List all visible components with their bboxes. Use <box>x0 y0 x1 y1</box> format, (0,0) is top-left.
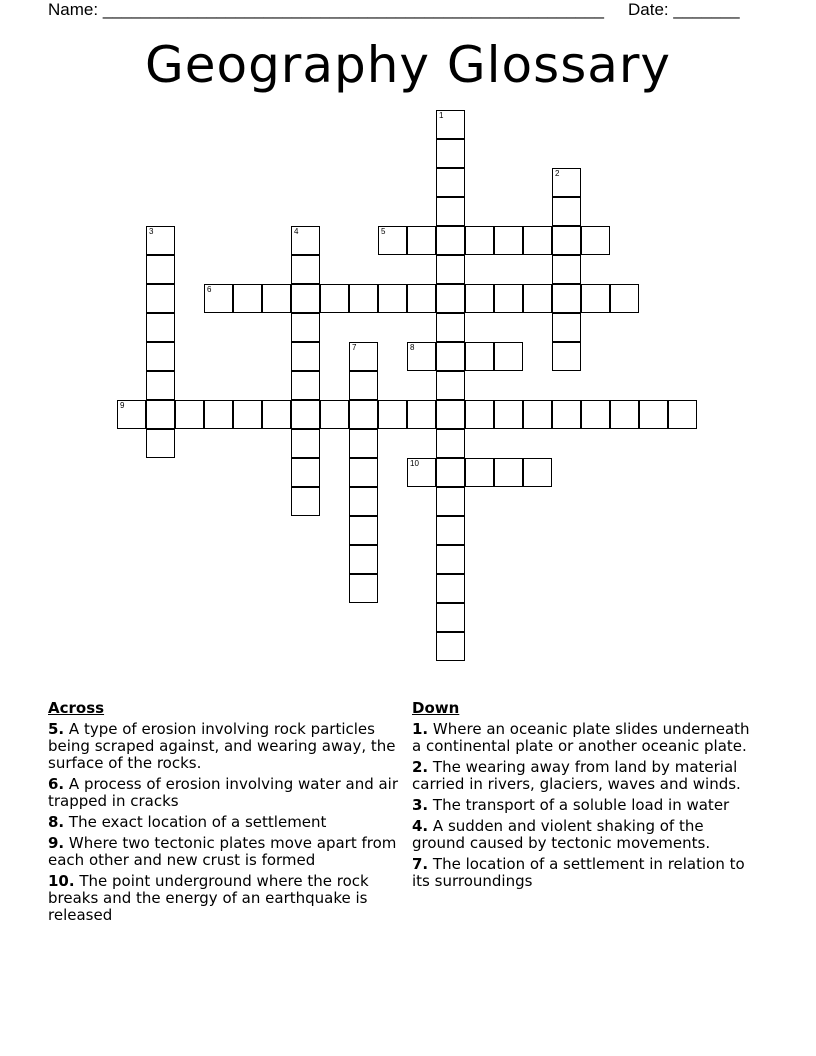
grid-cell[interactable] <box>349 458 378 487</box>
cell-number: 8 <box>410 343 415 352</box>
grid-cell[interactable] <box>146 226 175 255</box>
grid-cell[interactable] <box>436 342 465 371</box>
clue-text: The location of a settlement in relation to its surroundings <box>412 855 745 890</box>
name-label: Name: <box>48 0 99 19</box>
grid-cell[interactable] <box>436 458 465 487</box>
grid-cell[interactable] <box>291 487 320 516</box>
grid-cell[interactable] <box>436 632 465 661</box>
grid-cell[interactable] <box>494 458 523 487</box>
clue-text: A type of erosion involving rock particles being scraped against, and wearing away, the surface of the rocks. <box>48 720 396 772</box>
grid-cell[interactable] <box>552 168 581 197</box>
grid-cell[interactable] <box>291 429 320 458</box>
grid-cell[interactable] <box>291 371 320 400</box>
clue-text: Where an oceanic plate slides underneath a continental plate or another oceanic plate. <box>412 720 750 755</box>
grid-cell[interactable] <box>349 487 378 516</box>
clue-text: The point underground where the rock breaks and the energy of an earthquake is released <box>48 872 369 924</box>
grid-cell[interactable] <box>291 284 320 313</box>
grid-cell[interactable] <box>349 342 378 371</box>
date-blank[interactable]: _______ <box>673 0 740 19</box>
grid-cell[interactable] <box>146 371 175 400</box>
down-heading: Down <box>412 699 460 717</box>
grid-cell[interactable] <box>291 458 320 487</box>
page-title: Geography Glossary <box>144 36 672 94</box>
cell-number: 4 <box>294 227 299 236</box>
grid-cell[interactable] <box>146 284 175 313</box>
grid-cell[interactable] <box>552 342 581 371</box>
grid-cell[interactable] <box>465 342 494 371</box>
grid-cell[interactable] <box>436 545 465 574</box>
clue-text: The transport of a soluble load in water <box>432 796 730 814</box>
grid-cell[interactable] <box>233 284 262 313</box>
grid-cell[interactable] <box>349 516 378 545</box>
grid-cell[interactable] <box>291 313 320 342</box>
grid-cell[interactable] <box>436 139 465 168</box>
date-label: Date: <box>628 0 669 19</box>
cell-number: 3 <box>149 227 154 236</box>
grid-cell[interactable] <box>465 226 494 255</box>
grid-cell[interactable] <box>436 168 465 197</box>
name-blank[interactable]: _____________________________________________________ <box>102 0 604 19</box>
grid-cell[interactable] <box>320 284 349 313</box>
grid-cell[interactable] <box>552 226 581 255</box>
clue-down-3 <box>412 797 752 814</box>
grid-cell[interactable] <box>146 429 175 458</box>
clue-number: 8. <box>48 813 65 831</box>
grid-cell[interactable] <box>523 400 552 429</box>
clue-down-7 <box>412 856 752 890</box>
grid-cell[interactable] <box>407 284 436 313</box>
clue-across-10 <box>48 873 400 924</box>
grid-cell[interactable] <box>436 400 465 429</box>
grid-cell[interactable] <box>233 400 262 429</box>
grid-cell[interactable] <box>436 110 465 139</box>
grid-cell[interactable] <box>436 487 465 516</box>
cell-number: 1 <box>439 111 444 120</box>
across-clues <box>48 700 400 928</box>
grid-cell[interactable] <box>494 342 523 371</box>
grid-cell[interactable] <box>552 284 581 313</box>
clue-across-6 <box>48 776 400 810</box>
grid-cell[interactable] <box>639 400 668 429</box>
grid-cell[interactable] <box>407 400 436 429</box>
grid-cell[interactable] <box>581 400 610 429</box>
grid-cell[interactable] <box>523 226 552 255</box>
clue-across-8 <box>48 814 400 831</box>
grid-cell[interactable] <box>146 255 175 284</box>
cell-number: 5 <box>381 227 386 236</box>
clue-number: 2. <box>412 758 429 776</box>
clue-text: A process of erosion involving water and air trapped in cracks <box>48 775 399 810</box>
grid-cell[interactable] <box>407 226 436 255</box>
grid-cell[interactable] <box>349 574 378 603</box>
grid-cell[interactable] <box>262 400 291 429</box>
grid-cell[interactable] <box>436 516 465 545</box>
clue-number: 4. <box>412 817 429 835</box>
grid-cell[interactable] <box>581 284 610 313</box>
grid-cell[interactable] <box>436 371 465 400</box>
grid-cell[interactable] <box>175 400 204 429</box>
grid-cell[interactable] <box>204 284 233 313</box>
cell-number: 2 <box>555 169 560 178</box>
grid-cell[interactable] <box>378 284 407 313</box>
grid-cell[interactable] <box>320 400 349 429</box>
grid-cell[interactable] <box>349 429 378 458</box>
grid-cell[interactable] <box>349 545 378 574</box>
clue-number: 1. <box>412 720 429 738</box>
grid-cell[interactable] <box>494 226 523 255</box>
grid-cell[interactable] <box>146 342 175 371</box>
grid-cell[interactable] <box>349 371 378 400</box>
grid-cell[interactable] <box>552 197 581 226</box>
cell-number: 9 <box>120 401 125 410</box>
grid-cell[interactable] <box>436 574 465 603</box>
grid-cell[interactable] <box>552 400 581 429</box>
grid-cell[interactable] <box>494 400 523 429</box>
cell-number: 6 <box>207 285 212 294</box>
cell-number: 7 <box>352 343 357 352</box>
grid-cell[interactable] <box>262 284 291 313</box>
grid-cell[interactable] <box>436 313 465 342</box>
grid-cell[interactable] <box>494 284 523 313</box>
grid-cell[interactable] <box>436 284 465 313</box>
grid-cell[interactable] <box>436 197 465 226</box>
clue-across-9 <box>48 835 400 869</box>
clue-down-1 <box>412 721 752 755</box>
grid-cell[interactable] <box>291 400 320 429</box>
grid-cell[interactable] <box>291 342 320 371</box>
grid-cell[interactable] <box>610 284 639 313</box>
grid-cell[interactable] <box>436 226 465 255</box>
clue-number: 7. <box>412 855 429 873</box>
grid-cell[interactable] <box>668 400 697 429</box>
grid-cell[interactable] <box>610 400 639 429</box>
clue-number: 5. <box>48 720 65 738</box>
across-heading: Across <box>48 699 105 717</box>
clue-text: The wearing away from land by material carried in rivers, glaciers, waves and winds. <box>412 758 741 793</box>
grid-cell[interactable] <box>436 255 465 284</box>
grid-cell[interactable] <box>552 313 581 342</box>
grid-cell[interactable] <box>436 603 465 632</box>
grid-cell[interactable] <box>378 226 407 255</box>
clue-down-4 <box>412 818 752 852</box>
clue-text: A sudden and violent shaking of the ground caused by tectonic movements. <box>412 817 711 852</box>
cell-number: 10 <box>410 459 419 468</box>
clue-number: 9. <box>48 834 65 852</box>
grid-cell[interactable] <box>349 284 378 313</box>
grid-cell[interactable] <box>117 400 146 429</box>
grid-cell[interactable] <box>465 458 494 487</box>
grid-cell[interactable] <box>378 400 407 429</box>
grid-cell[interactable] <box>146 313 175 342</box>
grid-cell[interactable] <box>523 458 552 487</box>
grid-cell[interactable] <box>465 284 494 313</box>
grid-cell[interactable] <box>465 400 494 429</box>
grid-cell[interactable] <box>436 429 465 458</box>
grid-cell[interactable] <box>349 400 378 429</box>
grid-cell[interactable] <box>407 342 436 371</box>
grid-cell[interactable] <box>146 400 175 429</box>
clue-down-2 <box>412 759 752 793</box>
clue-number: 10. <box>48 872 75 890</box>
grid-cell[interactable] <box>291 255 320 284</box>
grid-cell[interactable] <box>407 458 436 487</box>
down-clues <box>412 700 752 894</box>
clue-across-5 <box>48 721 400 772</box>
clue-text: The exact location of a settlement <box>68 813 327 831</box>
grid-cell[interactable] <box>204 400 233 429</box>
clue-number: 6. <box>48 775 65 793</box>
grid-cell[interactable] <box>291 226 320 255</box>
grid-cell[interactable] <box>552 255 581 284</box>
clue-text: Where two tectonic plates move apart from each other and new crust is formed <box>48 834 397 869</box>
clue-number: 3. <box>412 796 429 814</box>
grid-cell[interactable] <box>523 284 552 313</box>
grid-cell[interactable] <box>581 226 610 255</box>
